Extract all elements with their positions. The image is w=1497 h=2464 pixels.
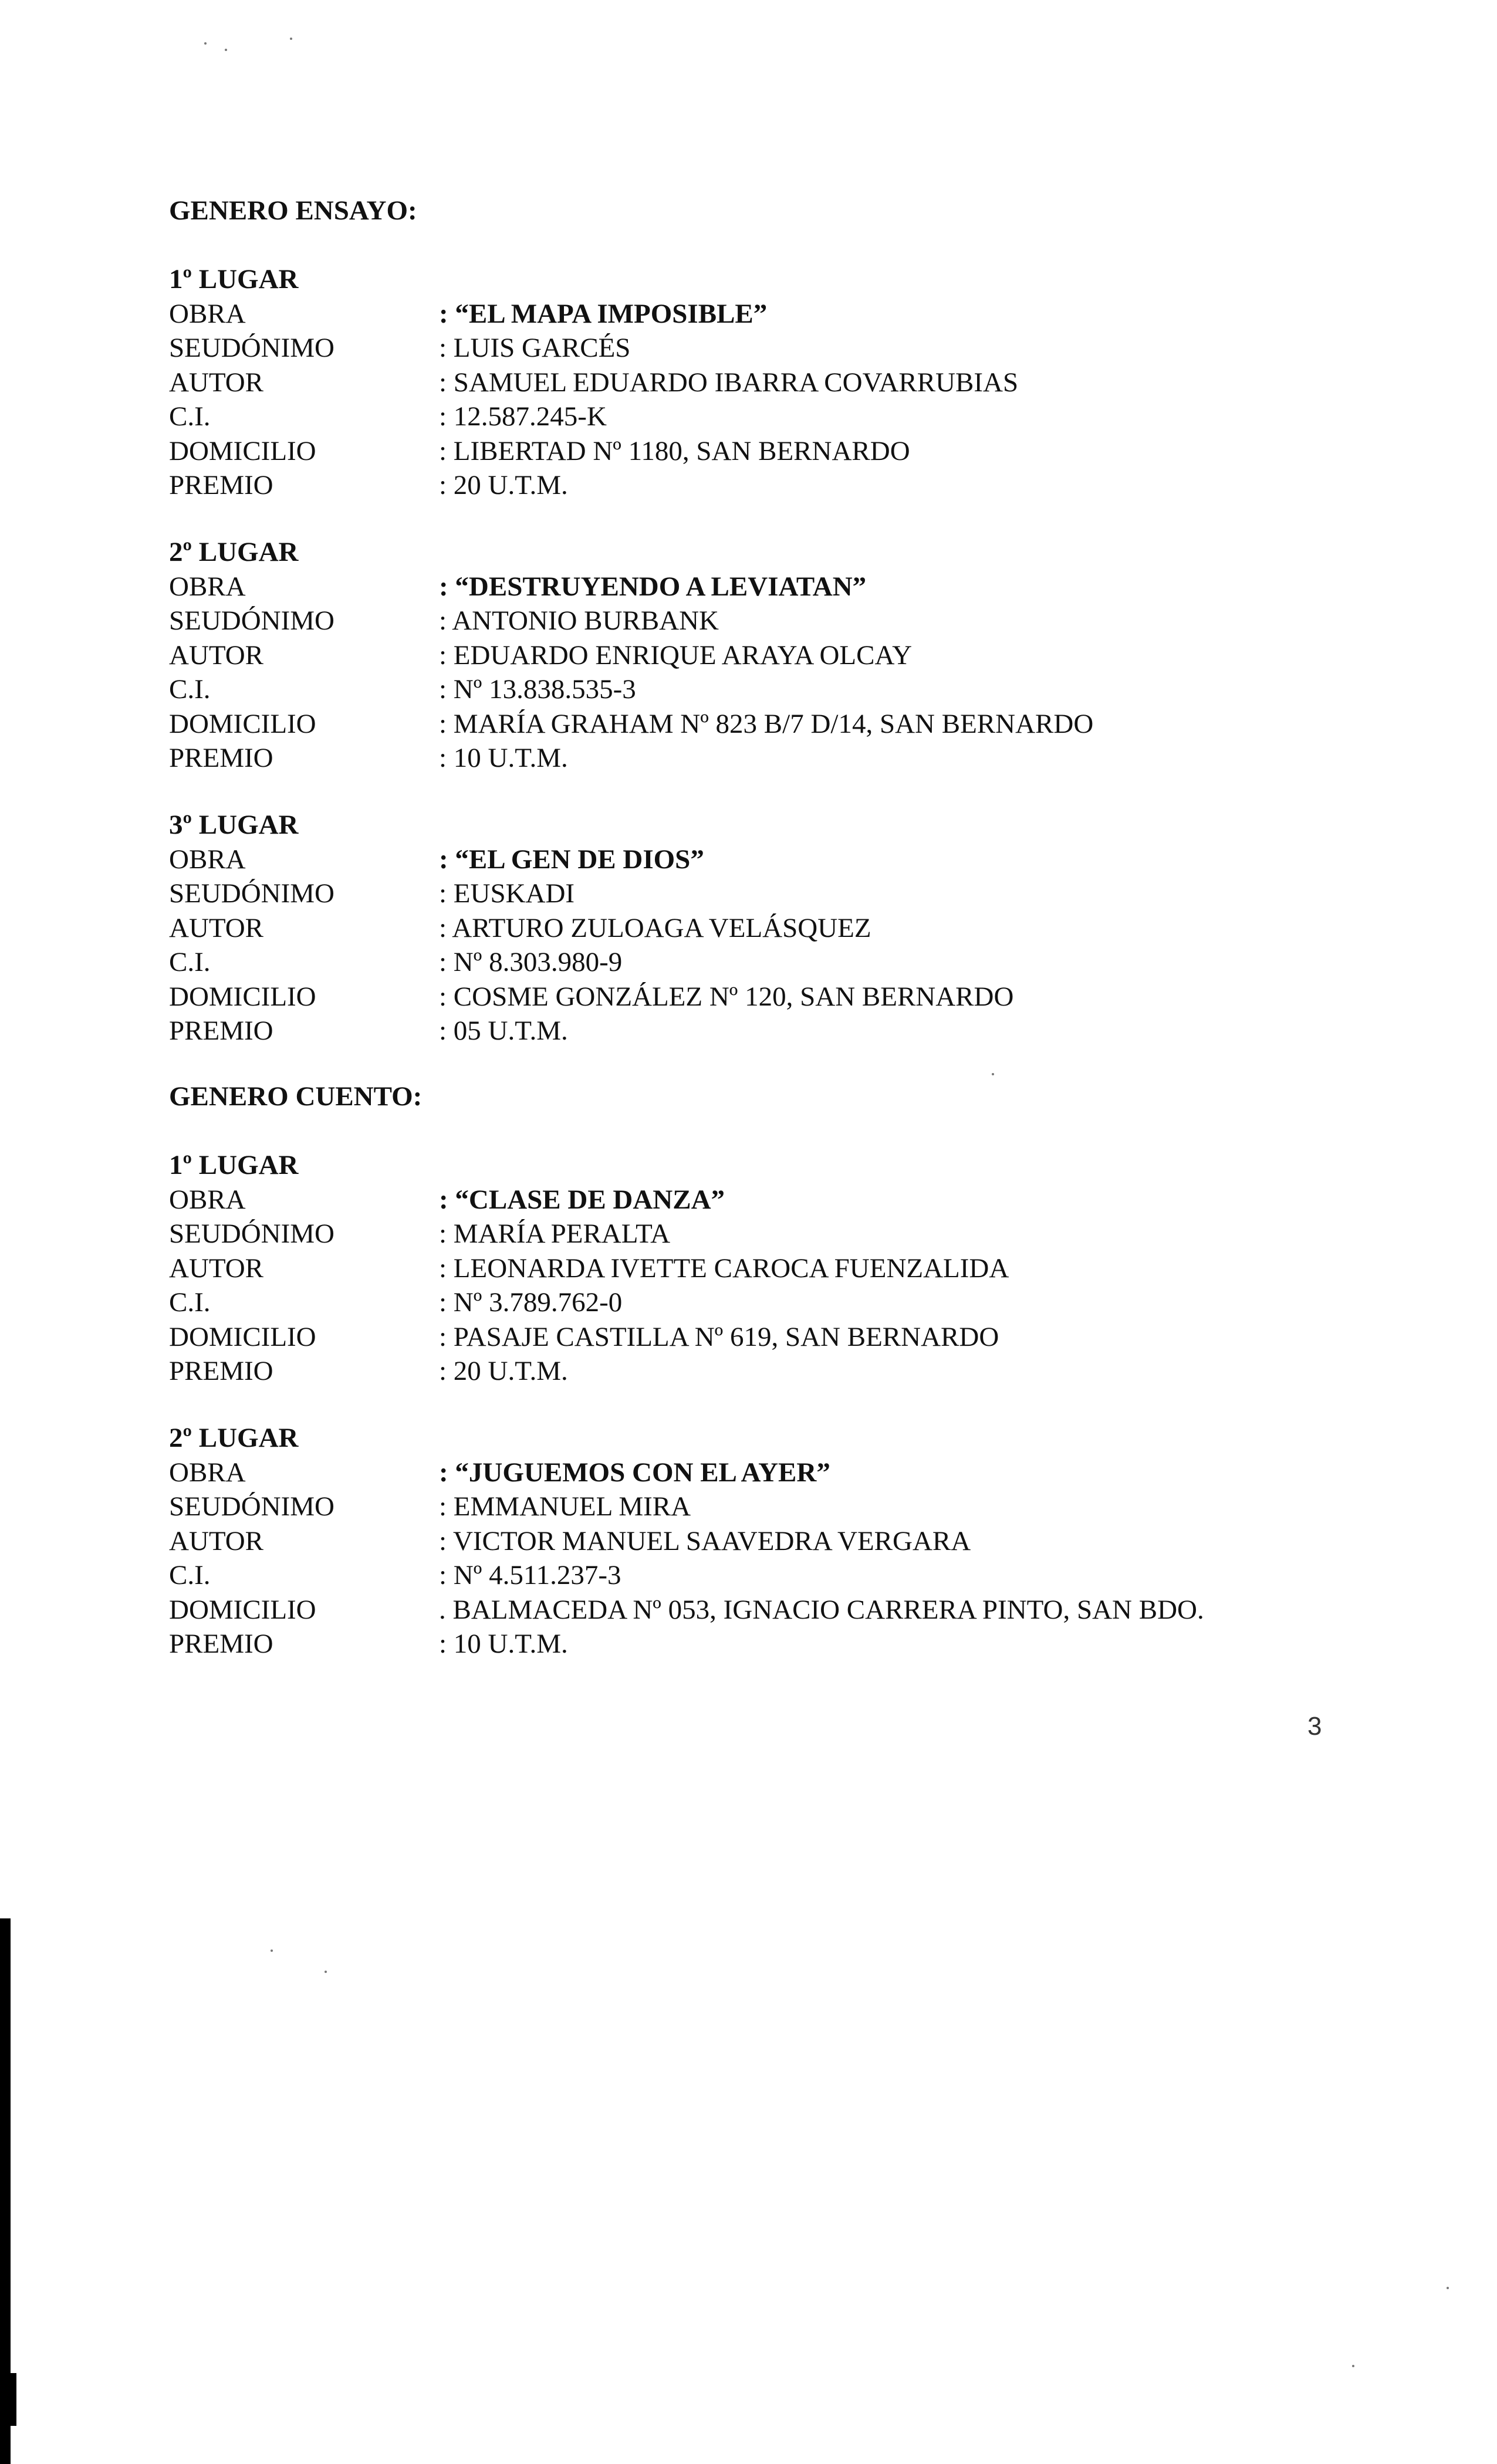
field-row-domicilio <box>169 707 1401 742</box>
scan-speck <box>271 1949 273 1952</box>
field-value: : “EL GEN DE DIOS” <box>439 844 704 875</box>
field-value: : Nº 3.789.762-0 <box>439 1287 623 1318</box>
field-value: : 20 U.T.M. <box>439 1356 568 1386</box>
field-label: SEUDÓNIMO <box>169 333 334 363</box>
field-label: C.I. <box>169 947 211 977</box>
field-label: C.I. <box>169 401 211 432</box>
field-label: PREMIO <box>169 1016 273 1046</box>
field-value: : VICTOR MANUEL SAAVEDRA VERGARA <box>439 1525 971 1556</box>
field-row-seudonimo <box>169 331 1401 365</box>
scan-speck <box>290 38 292 40</box>
scan-speck <box>1352 2365 1354 2367</box>
field-row-premio <box>169 1354 1401 1389</box>
field-value: : ANTONIO BURBANK <box>439 605 719 636</box>
field-label: SEUDÓNIMO <box>169 605 334 636</box>
field-value: : Nº 4.511.237-3 <box>439 1560 621 1590</box>
field-label: DOMICILIO <box>169 1594 316 1625</box>
field-label: PREMIO <box>169 743 273 773</box>
field-row-obra <box>169 842 1401 877</box>
field-label: OBRA <box>169 1184 246 1215</box>
field-label: AUTOR <box>169 1253 264 1284</box>
entry-cuento-1 <box>169 1148 1401 1389</box>
field-label: OBRA <box>169 571 246 602</box>
field-value: : LIBERTAD Nº 1180, SAN BERNARDO <box>439 435 910 466</box>
field-value: : EDUARDO ENRIQUE ARAYA OLCAY <box>439 639 913 671</box>
field-label: PREMIO <box>169 1356 273 1386</box>
field-label: SEUDÓNIMO <box>169 1219 334 1249</box>
field-label: DOMICILIO <box>169 981 316 1012</box>
page-number: 3 <box>1307 1712 1322 1741</box>
field-row-ci <box>169 672 1401 707</box>
field-row-obra <box>169 570 1401 604</box>
field-label: C.I. <box>169 1560 211 1590</box>
field-label: C.I. <box>169 1287 211 1318</box>
field-value: : ARTURO ZULOAGA VELÁSQUEZ <box>439 912 871 943</box>
field-value: : 20 U.T.M. <box>439 470 568 500</box>
field-row-ci <box>169 945 1401 980</box>
field-row-autor <box>169 365 1401 400</box>
field-label: DOMICILIO <box>169 708 316 739</box>
field-row-ci <box>169 1558 1401 1593</box>
field-label: AUTOR <box>169 1525 264 1556</box>
entry-ensayo-3 <box>169 808 1401 1048</box>
field-row-obra <box>169 1456 1401 1490</box>
field-label: SEUDÓNIMO <box>169 1491 334 1522</box>
field-row-premio <box>169 1014 1401 1048</box>
field-value: : EUSKADI <box>439 878 575 909</box>
field-row-premio <box>169 468 1401 503</box>
field-label: DOMICILIO <box>169 435 316 466</box>
field-value: : COSME GONZÁLEZ Nº 120, SAN BERNARDO <box>439 981 1014 1012</box>
field-value: : MARÍA PERALTA <box>439 1219 671 1249</box>
field-row-obra <box>169 1183 1401 1217</box>
field-value: : “JUGUEMOS CON EL AYER” <box>439 1457 830 1488</box>
field-value: : 10 U.T.M. <box>439 1629 568 1659</box>
field-value: : “CLASE DE DANZA” <box>439 1184 725 1215</box>
scan-speck <box>1447 2287 1449 2289</box>
field-value: : EMMANUEL MIRA <box>439 1491 691 1522</box>
field-row-seudonimo <box>169 1490 1401 1524</box>
scan-speck <box>992 1073 994 1075</box>
scan-speck <box>204 42 207 45</box>
field-label: OBRA <box>169 298 246 329</box>
place-heading: 1º LUGAR <box>169 1150 299 1180</box>
field-value: : “DESTRUYENDO A LEVIATAN” <box>439 571 867 602</box>
field-value: : LUIS GARCÉS <box>439 333 631 363</box>
entry-ensayo-1 <box>169 262 1401 503</box>
field-label: AUTOR <box>169 367 264 398</box>
field-row-autor <box>169 911 1401 946</box>
entry-ensayo-2 <box>169 535 1401 776</box>
field-row-seudonimo <box>169 604 1401 638</box>
field-row-autor <box>169 1524 1401 1559</box>
scan-speck <box>225 49 227 51</box>
field-value: . BALMACEDA Nº 053, IGNACIO CARRERA PINTO, SAN BDO. <box>439 1594 1204 1625</box>
field-row-domicilio <box>169 980 1401 1014</box>
field-row-ci <box>169 1285 1401 1320</box>
entry-cuento-2 <box>169 1421 1401 1661</box>
field-value: : PASAJE CASTILLA Nº 619, SAN BERNARDO <box>439 1321 999 1352</box>
place-heading: 1º LUGAR <box>169 264 299 295</box>
scan-edge-notch <box>8 2373 16 2426</box>
field-label: AUTOR <box>169 912 264 943</box>
place-heading: 3º LUGAR <box>169 810 299 840</box>
field-label: DOMICILIO <box>169 1321 316 1352</box>
field-value: : LEONARDA IVETTE CAROCA FUENZALIDA <box>439 1253 1009 1284</box>
field-row-seudonimo <box>169 1217 1401 1251</box>
field-row-domicilio <box>169 1593 1401 1627</box>
field-row-premio <box>169 741 1401 776</box>
field-row-premio <box>169 1627 1401 1661</box>
field-value: : 12.587.245-K <box>439 401 607 432</box>
scan-speck <box>325 1971 327 1973</box>
field-row-autor <box>169 1251 1401 1286</box>
field-value: : “EL MAPA IMPOSIBLE” <box>439 298 768 329</box>
field-label: PREMIO <box>169 1629 273 1659</box>
field-label: OBRA <box>169 844 246 875</box>
field-label: C.I. <box>169 674 211 705</box>
section-title-cuento: GENERO CUENTO: <box>169 1081 423 1112</box>
field-value: : 05 U.T.M. <box>439 1016 568 1046</box>
place-heading: 2º LUGAR <box>169 1423 299 1453</box>
field-label: PREMIO <box>169 470 273 500</box>
field-row-domicilio <box>169 434 1401 469</box>
field-row-domicilio <box>169 1320 1401 1355</box>
field-label: OBRA <box>169 1457 246 1488</box>
field-value: : 10 U.T.M. <box>439 743 568 773</box>
field-value: : Nº 8.303.980-9 <box>439 947 623 977</box>
field-label: SEUDÓNIMO <box>169 878 334 909</box>
field-row-obra <box>169 297 1401 331</box>
field-label: AUTOR <box>169 639 264 671</box>
field-row-autor <box>169 638 1401 673</box>
field-value: : Nº 13.838.535-3 <box>439 674 636 705</box>
field-value: : SAMUEL EDUARDO IBARRA COVARRUBIAS <box>439 367 1019 398</box>
section-title-ensayo: GENERO ENSAYO: <box>169 195 417 226</box>
field-value: : MARÍA GRAHAM Nº 823 B/7 D/14, SAN BERNARDO <box>439 708 1094 739</box>
field-row-seudonimo <box>169 876 1401 911</box>
field-row-ci <box>169 400 1401 434</box>
place-heading: 2º LUGAR <box>169 537 299 567</box>
